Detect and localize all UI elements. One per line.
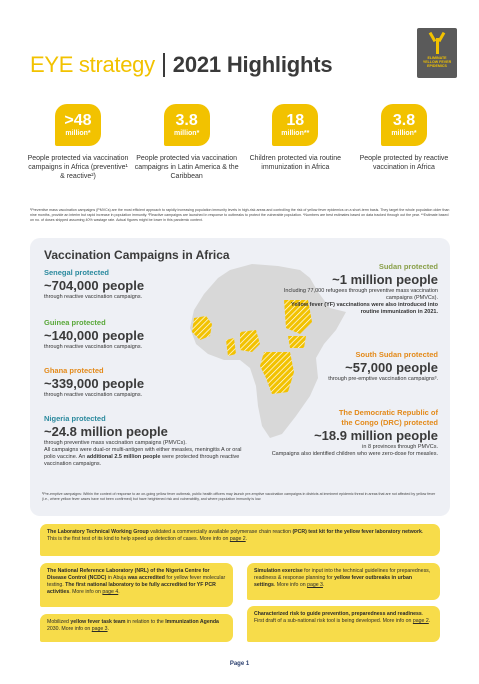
stat-africa-campaigns [26,104,130,181]
page-number: Page 1 [229,661,250,667]
south-sudan-block [280,350,438,383]
page-link[interactable]: page 3 [91,626,108,632]
country-description: through pre-emptive vaccination campaigns³. [328,376,438,382]
stat-number: 18 [286,111,305,129]
country-description: through preventive mass vaccination campaigns (PMVCs). All campaigns were dual-or multi-antigen with either measles, meningitis A or oral polio vaccine. An additional 2.5 million people were protected through reactive vaccination campaigns. [44,440,242,467]
yellow-fever-logo-icon [430,32,444,54]
campaigns-footnote: ³Pre-emptive campaigns: Within the context of response to an on-going yellow fever outbreak, public health officers may launch pre-emptive vaccination campaigns in districts at imminent epidemic threat in areas that are not affected by yellow fever (i.e., where yellow fever cases have not been confirmed) but have heightened risk and vulnerability, and where population immunity is low. [42,492,436,501]
drc-block [262,408,438,458]
country-name: Senegal protected [44,268,110,277]
page-link[interactable]: page 3 [307,582,323,588]
stat-unit: million** [281,129,310,137]
country-name: The Democratic Republic of the Congo (DRC) protected [338,408,438,427]
country-figure: ~140,000 people [44,328,145,343]
country-figure: ~1 million people [332,272,438,287]
stat-unit: million* [174,129,200,137]
stat-badge [272,104,318,146]
stat-badge [381,104,427,146]
country-name: Nigeria protected [44,414,106,423]
campaigns-panel [30,238,450,516]
campaigns-title: Vaccination Campaigns in Africa [44,248,230,262]
eye-logo [417,28,457,78]
stat-badge [164,104,210,146]
country-description: through reactive vaccination campaigns. [44,294,143,300]
stat-description: People protected via vaccination campaigns in Latin America & the Caribbean [134,155,239,180]
logo-text: ELIMINATE YELLOW FEVER EPIDEMICS [422,56,452,69]
sudan-block [280,262,438,316]
stat-number: 3.8 [175,111,198,129]
stat-description: Children protected via routine immunization in Africa [249,155,342,171]
country-name: Guinea protected [44,318,106,327]
page-link[interactable]: page 4 [102,589,119,595]
title-highlights: 2021 Highlights [172,52,333,77]
stat-unit: million* [65,129,91,137]
country-figure: ~18.9 million people [314,428,438,443]
stat-unit: million* [391,129,417,137]
nigeria-block [44,414,244,468]
title-divider [163,53,165,77]
stat-routine-immunization [243,104,347,181]
stats-footnote: ¹Preventive mass vaccination campaigns (PMVCs) are the most efficient approach to rapidly increasing population immunity levels in high-risk areas and controlling the risk of yellow fever epidemics on a short-term basis. They target the whole population older than nine months, provide an interim but rapid increase in population immunity. ²Reactive campaigns are launched in response to outbreaks to protect the vulnerable population. *Numbers are best estimates based on data tracked through out the year. **Estimate based on no. of doses shipped assuming 40% wastage rate. Actual figures might be lower in this pandemic context. [30,208,450,222]
senegal-block [44,268,214,301]
page-link[interactable]: page 2 [412,618,429,624]
ghana-block [44,366,214,399]
stat-number: 3.8 [392,111,416,129]
stat-number: >48 [64,111,92,129]
page-link[interactable]: page 2 [229,536,246,542]
country-description: Including 77,000 refugees through preventive mass vaccination campaigns (PMVCs). Yellow fever (YF) vaccinations were also introduced into routine immunization in 2021. [283,288,438,315]
stat-badge [55,104,101,146]
stat-latin-america [135,104,239,181]
stat-description: People protected via vaccination campaigns in Africa (preventive¹ & reactive²) [27,155,129,180]
country-name: South Sudan protected [355,350,438,359]
stats-row [26,104,456,181]
map-south-sudan [288,336,306,348]
highlight-nrl: The National Reference Laboratory (NRL) of the Nigeria Centre for Disease Control (NCDC) in Abuja was accredited for yellow fever molecular testing. The first national laboratory to be fully accredited for YF PCR activities. More info on page 4. [40,563,233,607]
country-description: through reactive vaccination campaigns. [44,392,143,398]
stat-description: People protected by reactive vaccination in Africa [359,155,449,171]
highlight-simulation: Simulation exercise for input into the technical guidelines for preparedness, readiness & response planning for yellow fever outbreaks in urban settings. More info on page 3. [247,563,440,600]
country-description: in 8 provinces through PMVCs. Campaigns also identified children who were zero-dose for measles. [271,444,438,457]
page-header [30,50,332,80]
country-description: through reactive vaccination campaigns. [44,344,143,350]
country-name: Sudan protected [378,262,438,271]
stat-reactive-vaccination [352,104,456,181]
country-figure: ~339,000 people [44,376,145,391]
country-figure: ~57,000 people [345,360,438,375]
country-figure: ~24.8 million people [44,424,168,439]
country-name: Ghana protected [44,366,104,375]
highlight-ltwg: The Laboratory Technical Working Group validated a commercially available polymerase chain reaction (PCR) test kit for the yellow fever laboratory network. This is the first test of its kind to help speed up detection of cases. More info on page 2. [40,524,440,556]
country-figure: ~704,000 people [44,278,145,293]
title-eye-strategy: EYE strategy [30,52,155,77]
guinea-block [44,318,214,351]
highlight-mobilized: Mobilized yellow fever task team in relation to the Immunization Agenda 2030. More info on page 3. [40,614,233,642]
highlight-risk: Characterized risk to guide prevention, preparedness and readiness. First draft of a sub-national risk tool is being developed. More info on page 2. [247,606,440,642]
